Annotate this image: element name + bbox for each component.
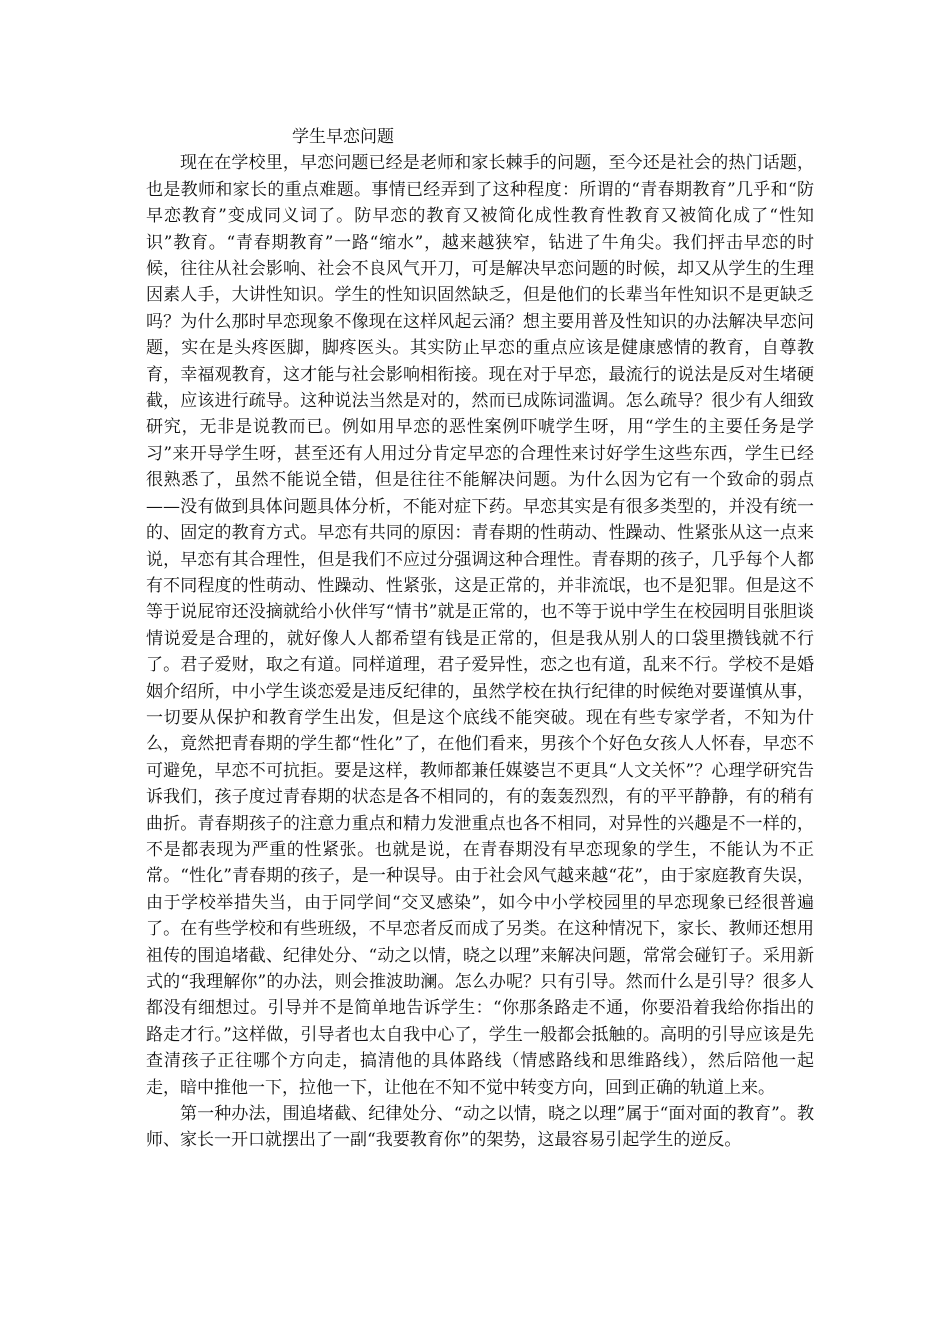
paragraph-2: 第一种办法，围追堵截、纪律处分、“动之以情，晓之以理”属于“面对面的教育”。教师、家长一开口就摆出了一副“我要教育你”的架势，这最容易引起学生的逆反。: [146, 1104, 814, 1151]
document-body: [146, 124, 814, 1154]
paragraph-1: 现在在学校里，早恋问题已经是老师和家长棘手的问题，至今还是社会的热门话题，也是教师和家长的重点难题。事情已经弄到了这种程度：所谓的“青春期教育”几乎和“防早恋教育”变成同义词了。防早恋的教育又被简化成性教育性教育又被简化成了“性知识”教育。“青春期教育”一路“缩水”，越来越狭窄，钻进了牛角尖。我们抨击早恋的时候，往往从社会影响、社会不良风气开刀，可是解决早恋问题的时候，却又从学生的生理因素人手，大讲性知识。学生的性知识固然缺乏，但是他们的长辈当年性知识不是更缺乏吗？为什么那时早恋现象不像现在这样风起云涌？想主要用普及性知识的办法解决早恋问题，实在是头疼医脚，脚疼医头。其实防止早恋的重点应该是健康感情的教育，自尊教育，幸福观教育，这才能与社会影响相衔接。现在对于早恋，最流行的说法是反对生堵硬截，应该进行疏导。这种说法当然是对的，然而已成陈词滥调。怎么疏导？很少有人细致研究，无非是说教而已。例如用早恋的恶性案例吓唬学生呀，用“学生的主要任务是学习”来开导学生呀，甚至还有人用过分肯定早恋的合理性来讨好学生这些东西，学生已经很熟悉了，虽然不能说全错，但是往往不能解决问题。为什么因为它有一个致命的弱点——没有做到具体问题具体分析，不能对症下药。早恋其实是有很多类型的，并没有统一的、固定的教育方式。早恋有共同的原因：青春期的性萌动、性躁动、性紧张从这一点来说，早恋有其合理性，但是我们不应过分强调这种合理性。青春期的孩子，几乎每个人都有不同程度的性萌动、性躁动、性紧张，这是正常的，并非流氓，也不是犯罪。但是这不等于说屁帘还没摘就给小伙伴写“情书”就是正常的，也不等于说中学生在校园明目张胆谈情说爱是合理的，就好像人人都希望有钱是正常的，但是我从别人的口袋里攒钱就不行了。君子爱财，取之有道。同样道理，君子爱异性，恋之也有道，乱来不行。学校不是婚姻介绍所，中小学生谈恋爱是违反纪律的，虽然学校在执行纪律的时候绝对要谨慎从事，一切要从保护和教育学生出发，但是这个底线不能突破。现在有些专家学者，不知为什么，竟然把青春期的学生都“性化”了，在他们看来，男孩个个好色女孩人人怀春，早恋不可避免，早恋不可抗拒。要是这样，教师都兼任媒婆岂不更具“人文关怀”？心理学研究告诉我们，孩子度过青春期的状态是各不相同的，有的轰轰烈烈，有的平平静静，有的稍有曲折。青春期孩子的注意力重点和精力发泄重点也各不相同，对异性的兴趣是不一样的，不是都表现为严重的性紧张。也就是说，在青春期没有早恋现象的学生，不能认为不正常。“性化”青春期的孩子，是一种误导。由于社会风气越来越“花”，由于家庭教育失误，由于学校举措失当，由于同学间“交叉感染”，如今中小学校园里的早恋现象已经很普遍了。在有些学校和有些班级，不早恋者反而成了另类。在这种情况下，家长、教师还想用祖传的围追堵截、纪律处分、“动之以情，晓之以理”来解决问题，常常会碰钉子。采用新式的“我理解你”的办法，则会推波助澜。怎么办呢？只有引导。然而什么是引导？很多人都没有细想过。引导并不是简单地告诉学生：“你那条路走不通，你要沿着我给你指出的路走才行。”这样做，引导者也太自我中心了，学生一般都会抵触的。高明的引导应该是先查清孩子正往哪个方向走，搞清他的具体路线（情感路线和思维路线），然后陪他一起走，暗中推他一下，拉他一下，让他在不知不觉中转变方向，回到正确的轨道上来。: [146, 153, 814, 1098]
document-title: 学生早恋问题: [292, 127, 394, 147]
